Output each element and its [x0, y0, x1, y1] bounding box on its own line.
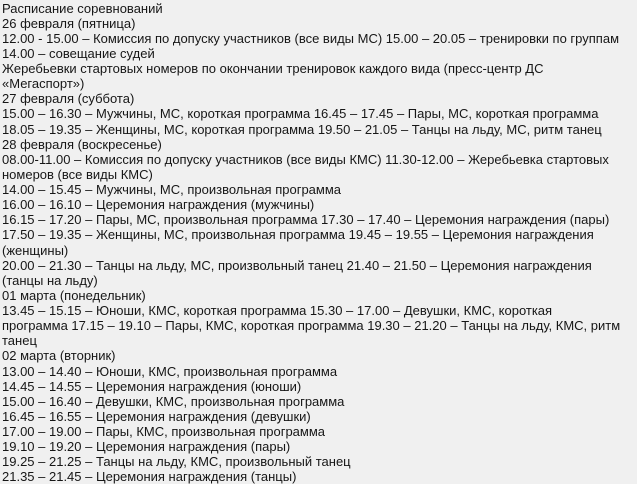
- schedule-line: 28 февраля (воскресенье): [2, 136, 162, 152]
- schedule-line: 17.50 – 19.35 – Женщины, МС, произвольная программа 19.45 – 19.55 – Церемония награждения: [2, 227, 594, 243]
- schedule-line: «Мегаспорт»): [2, 76, 85, 92]
- schedule-line: 16.45 – 16.55 – Церемония награждения (девушки): [2, 408, 311, 424]
- schedule-line: (женщины): [2, 242, 69, 258]
- schedule-line: 15.00 – 16.30 – Мужчины, МС, короткая программа 16.45 – 17.45 – Пары, МС, короткая программа: [2, 106, 599, 122]
- schedule-line: 13.45 – 15.15 – Юноши, КМС, короткая программа 15.30 – 17.00 – Девушки, КМС, короткая: [2, 303, 553, 318]
- schedule-line: Жеребьевки стартовых номеров по окончании тренировок каждого вида (пресс-центр ДС: [2, 61, 544, 76]
- schedule-line: 14.00 – совещание судей: [2, 45, 155, 61]
- schedule-line: 14.45 – 14.55 – Церемония награждения (юноши): [2, 378, 302, 394]
- schedule-line: 16.15 – 17.20 – Пары, МС, произвольная программа 17.30 – 17.40 – Церемония награждения (пары): [2, 212, 610, 228]
- schedule-line: 27 февраля (суббота): [2, 91, 135, 107]
- schedule-line: 12.00 - 15.00 – Комиссия по допуску участников (все виды МС) 15.00 – 20.05 – тренировки по группам: [2, 30, 620, 46]
- schedule-line: (танцы на льду): [2, 272, 98, 288]
- schedule-line: 26 февраля (пятница): [2, 15, 136, 31]
- schedule-line: 18.05 – 19.35 – Женщины, МС, короткая программа 19.50 – 21.05 – Танцы на льду, МС, ритм танец: [2, 121, 602, 137]
- schedule-line: танец: [2, 333, 37, 349]
- schedule-line: 21.35 – 21.45 – Церемония награждения (танцы): [2, 469, 297, 484]
- page-title: Расписание соревнований: [2, 0, 163, 16]
- schedule-line: программа 17.15 – 19.10 – Пары, КМС, короткая программа 19.30 – 21.20 – Танцы на льду, КМС, ритм: [2, 318, 621, 334]
- schedule-line: 16.00 – 16.10 – Церемония награждения (мужчины): [2, 197, 315, 213]
- schedule-line: 14.00 – 15.45 – Мужчины, МС, произвольная программа: [2, 182, 342, 197]
- schedule-line: 19.25 – 21.25 – Танцы на льду, КМС, произвольный танец: [2, 454, 351, 470]
- schedule-line: номеров (все виды КМС): [2, 166, 153, 182]
- schedule-line: 02 марта (вторник): [2, 348, 116, 364]
- schedule-line: 13.00 – 14.40 – Юноши, КМС, произвольная программа: [2, 363, 338, 379]
- schedule-line: 19.10 – 19.20 – Церемония награждения (пары): [2, 439, 291, 455]
- schedule-line: 01 марта (понедельник): [2, 287, 146, 303]
- schedule-line: 08.00-11.00 – Комиссия по допуску участников (все виды КМС) 11.30-12.00 – Жеребьевка стартовых: [2, 151, 609, 167]
- schedule-line: 15.00 – 16.40 – Девушки, КМС, произвольная программа: [2, 393, 345, 409]
- schedule-line: 20.00 – 21.30 – Танцы на льду, МС, произвольный танец 21.40 – 21.50 – Церемония награждения: [2, 257, 592, 273]
- schedule-line: 17.00 – 19.00 – Пары, КМС, произвольная программа: [2, 424, 326, 439]
